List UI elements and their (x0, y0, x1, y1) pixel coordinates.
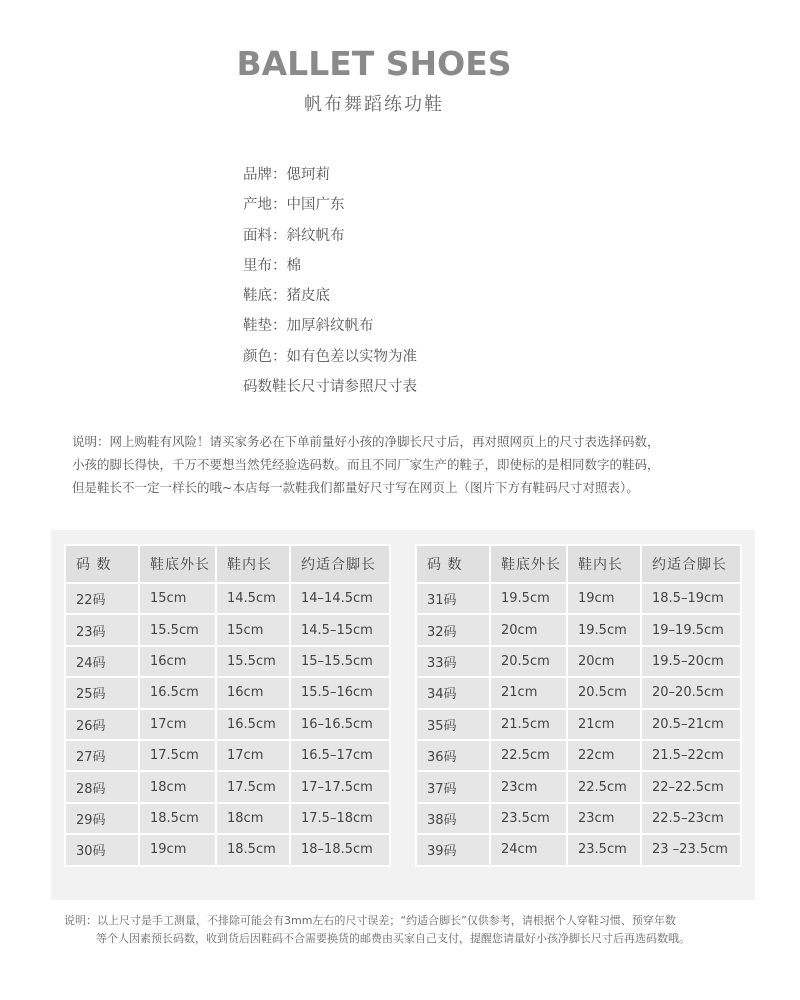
table-row (417, 615, 740, 644)
table-row (66, 772, 389, 801)
cell-inner-length: 19.5cm (568, 615, 640, 644)
table-row (417, 741, 740, 770)
cell-outsole-length: 23.5cm (491, 804, 566, 833)
cell-outsole-length: 23cm (491, 772, 566, 801)
footnote-line: 说明：以上尺寸是手工测量，不排除可能会有3mm左右的尺寸误差；“约适合脚长”仅供参考，请根据个人穿鞋习惯、预穿年数 (64, 914, 676, 927)
cell-outsole-length: 20.5cm (491, 647, 566, 676)
cell-inner-length: 15cm (217, 615, 289, 644)
cell-inner-length: 18.5cm (217, 835, 289, 864)
cell-foot-length: 17.5–18cm (291, 804, 389, 833)
cell-inner-length: 21cm (568, 710, 640, 739)
spec-fabric: 面料：斜纹帆布 (243, 227, 345, 244)
table-row (417, 647, 740, 676)
cell-outsole-length: 15.5cm (140, 615, 215, 644)
header-outsole-length: 鞋底外长 (491, 546, 566, 582)
header-size: 码 数 (66, 546, 138, 582)
cell-outsole-length: 21cm (491, 678, 566, 707)
table-header-row (417, 546, 740, 582)
product-specs (243, 165, 417, 407)
spec-insole: 鞋垫：加厚斜纹帆布 (243, 318, 374, 335)
cell-foot-length: 21.5–22cm (642, 741, 740, 770)
cell-foot-length: 19–19.5cm (642, 615, 740, 644)
spec-sole: 鞋底：猪皮底 (243, 288, 330, 305)
note-line: 小孩的脚长得快，千万不要想当然凭经验选码数。而且不同厂家生产的鞋子，即使标的是相同数字的鞋码， (72, 457, 660, 472)
cell-size: 23码 (66, 615, 138, 644)
header-foot-length: 约适合脚长 (291, 546, 389, 582)
cell-size: 25码 (66, 678, 138, 707)
cell-size: 22码 (66, 584, 138, 613)
table-row (417, 835, 740, 864)
cell-inner-length: 20cm (568, 647, 640, 676)
cell-inner-length: 18cm (217, 804, 289, 833)
cell-outsole-length: 20cm (491, 615, 566, 644)
cell-size: 33码 (417, 647, 489, 676)
cell-outsole-length: 18cm (140, 772, 215, 801)
cell-outsole-length: 17cm (140, 710, 215, 739)
cell-foot-length: 14–14.5cm (291, 584, 389, 613)
cell-size: 29码 (66, 804, 138, 833)
cell-inner-length: 14.5cm (217, 584, 289, 613)
size-table-right (415, 544, 742, 867)
cell-size: 36码 (417, 741, 489, 770)
cell-size: 24码 (66, 647, 138, 676)
cell-size: 38码 (417, 804, 489, 833)
cell-foot-length: 18–18.5cm (291, 835, 389, 864)
cell-foot-length: 15.5–16cm (291, 678, 389, 707)
table-row (66, 584, 389, 613)
header-size: 码 数 (417, 546, 489, 582)
cell-inner-length: 15.5cm (217, 647, 289, 676)
purchase-note (72, 430, 762, 499)
header-inner-length: 鞋内长 (568, 546, 640, 582)
cell-outsole-length: 17.5cm (140, 741, 215, 770)
cell-foot-length: 16.5–17cm (291, 741, 389, 770)
table-row (66, 647, 389, 676)
cell-size: 39码 (417, 835, 489, 864)
cell-foot-length: 22–22.5cm (642, 772, 740, 801)
page-subtitle: 帆布舞蹈练功鞋 (304, 94, 444, 115)
cell-size: 37码 (417, 772, 489, 801)
table-row (66, 710, 389, 739)
cell-foot-length: 14.5–15cm (291, 615, 389, 644)
spec-lining: 里布：棉 (243, 257, 301, 274)
table-row (417, 710, 740, 739)
cell-inner-length: 23cm (568, 804, 640, 833)
header-foot-length: 约适合脚长 (642, 546, 740, 582)
note-line: 说明：网上购鞋有风险！请买家务必在下单前量好小孩的净脚长尺寸后，再对照网页上的尺寸表选择码数， (72, 434, 660, 449)
table-row (66, 741, 389, 770)
cell-inner-length: 16.5cm (217, 710, 289, 739)
cell-inner-length: 22cm (568, 741, 640, 770)
footnote-line: 等个人因素预长码数，收到货后因鞋码不合需要换货的邮费由买家自己支付，提醒您请量好小孩净脚长尺寸后再选码数哦。 (96, 932, 690, 945)
cell-outsole-length: 22.5cm (491, 741, 566, 770)
cell-outsole-length: 19.5cm (491, 584, 566, 613)
table-row (66, 615, 389, 644)
cell-outsole-length: 16.5cm (140, 678, 215, 707)
cell-outsole-length: 18.5cm (140, 804, 215, 833)
cell-size: 27码 (66, 741, 138, 770)
size-table-left (64, 544, 391, 867)
cell-foot-length: 17–17.5cm (291, 772, 389, 801)
cell-foot-length: 15–15.5cm (291, 647, 389, 676)
note-line: 但是鞋长不一定一样长的哦~本店每一款鞋我们都量好尺寸写在网页上（图片下方有鞋码尺寸对照表）。 (72, 480, 639, 495)
cell-size: 31码 (417, 584, 489, 613)
cell-foot-length: 20.5–21cm (642, 710, 740, 739)
cell-inner-length: 22.5cm (568, 772, 640, 801)
table-row (417, 584, 740, 613)
table-row (417, 678, 740, 707)
table-row (417, 804, 740, 833)
cell-foot-length: 23 –23.5cm (642, 835, 740, 864)
page-title: BALLET SHOES (236, 44, 512, 83)
cell-inner-length: 16cm (217, 678, 289, 707)
cell-foot-length: 19.5–20cm (642, 647, 740, 676)
cell-outsole-length: 19cm (140, 835, 215, 864)
spec-origin: 产地：中国广东 (243, 197, 345, 214)
table-row (66, 678, 389, 707)
table-row (66, 835, 389, 864)
cell-size: 30码 (66, 835, 138, 864)
cell-size: 26码 (66, 710, 138, 739)
cell-inner-length: 23.5cm (568, 835, 640, 864)
header-outsole-length: 鞋底外长 (140, 546, 215, 582)
cell-foot-length: 18.5–19cm (642, 584, 740, 613)
spec-color: 颜色：如有色差以实物为准 (243, 348, 417, 365)
cell-outsole-length: 15cm (140, 584, 215, 613)
cell-foot-length: 16–16.5cm (291, 710, 389, 739)
cell-inner-length: 20.5cm (568, 678, 640, 707)
cell-size: 35码 (417, 710, 489, 739)
cell-inner-length: 19cm (568, 584, 640, 613)
cell-foot-length: 22.5–23cm (642, 804, 740, 833)
table-header-row (66, 546, 389, 582)
table-row (417, 772, 740, 801)
cell-size: 34码 (417, 678, 489, 707)
spec-brand: 品牌：偲珂莉 (243, 167, 330, 183)
cell-inner-length: 17.5cm (217, 772, 289, 801)
spec-size-note: 码数鞋长尺寸请参照尺寸表 (243, 379, 417, 396)
cell-inner-length: 17cm (217, 741, 289, 770)
cell-outsole-length: 21.5cm (491, 710, 566, 739)
cell-size: 32码 (417, 615, 489, 644)
measurement-footnote (64, 912, 764, 948)
cell-outsole-length: 16cm (140, 647, 215, 676)
cell-outsole-length: 24cm (491, 835, 566, 864)
header-inner-length: 鞋内长 (217, 546, 289, 582)
table-row (66, 804, 389, 833)
cell-foot-length: 20–20.5cm (642, 678, 740, 707)
cell-size: 28码 (66, 772, 138, 801)
